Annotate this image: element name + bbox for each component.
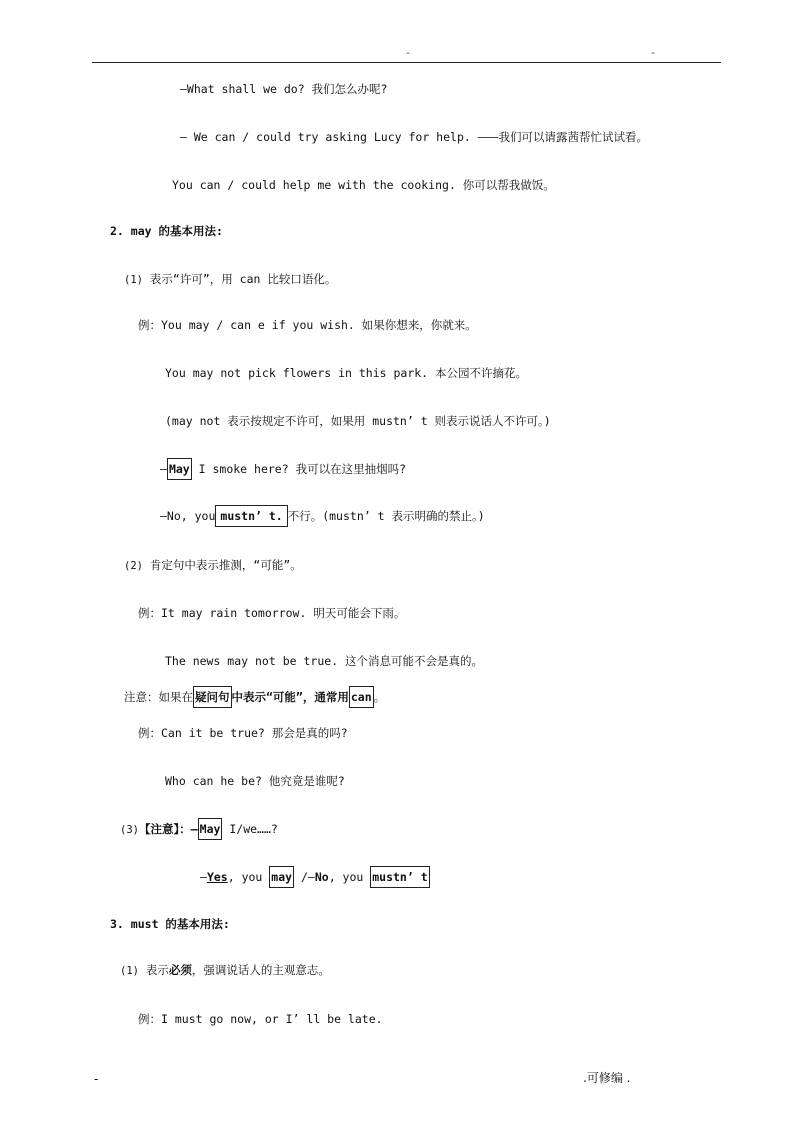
reply-yes: Yes	[206, 870, 228, 884]
dialog-no-mustnt	[160, 505, 485, 527]
example-rain: 例：It may rain tomorrow. 明天可能会下雨。	[138, 606, 406, 620]
note-label: 【注意】：—	[138, 822, 198, 836]
note-can-question	[124, 686, 385, 708]
question-text: I smoke here? 我可以在这里抽烟吗?	[191, 462, 406, 476]
reply-you: , you	[227, 870, 270, 884]
point-1-must	[120, 963, 330, 978]
example-pick-flowers: You may not pick flowers in this park. 本公园不许摘花。	[165, 366, 528, 380]
point-2-inference	[124, 558, 302, 573]
section-2-heading	[110, 224, 223, 238]
dialog-line-what: —What shall we do? 我们怎么办呢?	[180, 82, 388, 96]
answer-prefix: —No, you	[160, 509, 216, 523]
boxed-word-mustnt: mustn’ t.	[215, 505, 287, 527]
boxed-word-mustnt: mustn’ t	[370, 866, 429, 888]
dash: —	[160, 462, 167, 476]
point-text: ，强调说话人的主观意志。	[191, 963, 330, 977]
point-text: 表示“许可”，用 can 比较口语化。	[149, 272, 337, 286]
section-3-number: 3.	[110, 917, 124, 931]
reply-slash: /—	[294, 870, 315, 884]
example-news: The news may not be true. 这个消息可能不会是真的。	[165, 654, 484, 668]
boxed-word-may: may	[269, 866, 294, 888]
note-middle: 中表示“可能”，通常用	[231, 690, 349, 704]
note-may-not: (may not 表示按规定不许可，如果用 mustn’ t 则表示说话人不许可。)	[165, 414, 551, 428]
boxed-word-may: May	[198, 818, 223, 840]
reply-yes-no	[200, 866, 430, 888]
reply-you: , you	[328, 870, 371, 884]
point-number: (2)	[124, 560, 143, 572]
header-mark-left: -	[405, 48, 412, 59]
point-number: (3)	[120, 824, 139, 836]
reply-no: No	[314, 870, 329, 884]
note-question: I/we……?	[222, 822, 278, 836]
boxed-word-may: May	[167, 458, 192, 480]
answer-text: 不行。(mustn’ t 表示明确的禁止。)	[287, 509, 485, 523]
dash: —	[200, 870, 207, 884]
section-3-title: must 的基本用法:	[130, 917, 230, 931]
point-text: 肯定句中表示推测，“可能”。	[149, 558, 302, 572]
point-prefix: 表示	[145, 963, 169, 977]
example-must-go: 例：I must go now, or I’ ll be late.	[138, 1012, 383, 1026]
dialog-may-smoke	[160, 458, 406, 480]
boxed-word-can: can	[349, 686, 374, 708]
footer-editable: .可修编 .	[583, 1071, 631, 1085]
section-2-title: may 的基本用法:	[130, 224, 223, 238]
point-number: (1)	[120, 965, 139, 977]
section-3-heading	[110, 917, 230, 931]
example-cooking: You can / could help me with the cooking. 你可以帮我做饭。	[172, 178, 555, 192]
dialog-line-we-can: — We can / could try asking Lucy for help. ———我们可以请露茜帮忙试试看。	[180, 130, 648, 144]
point-3-note	[120, 818, 278, 840]
example-if-you-wish: 例：You may / can e if you wish. 如果你想来，你就来。	[138, 318, 477, 332]
section-2-number: 2.	[110, 224, 124, 238]
example-who-can-he-be: Who can he be? 他究竟是谁呢?	[165, 774, 345, 788]
note-end: 。	[373, 690, 386, 704]
header-rule	[92, 62, 721, 63]
point-1-permission	[124, 272, 336, 287]
example-can-it-be-true: 例：Can it be true? 那会是真的吗?	[138, 726, 348, 740]
boxed-word-question: 疑问句	[193, 686, 232, 708]
footer-mark-left: -	[94, 1072, 99, 1086]
note-prefix: 注意：如果在	[124, 690, 193, 704]
point-bold-must: 必须	[168, 963, 192, 977]
point-number: (1)	[124, 274, 143, 286]
header-mark-right: -	[650, 48, 657, 59]
